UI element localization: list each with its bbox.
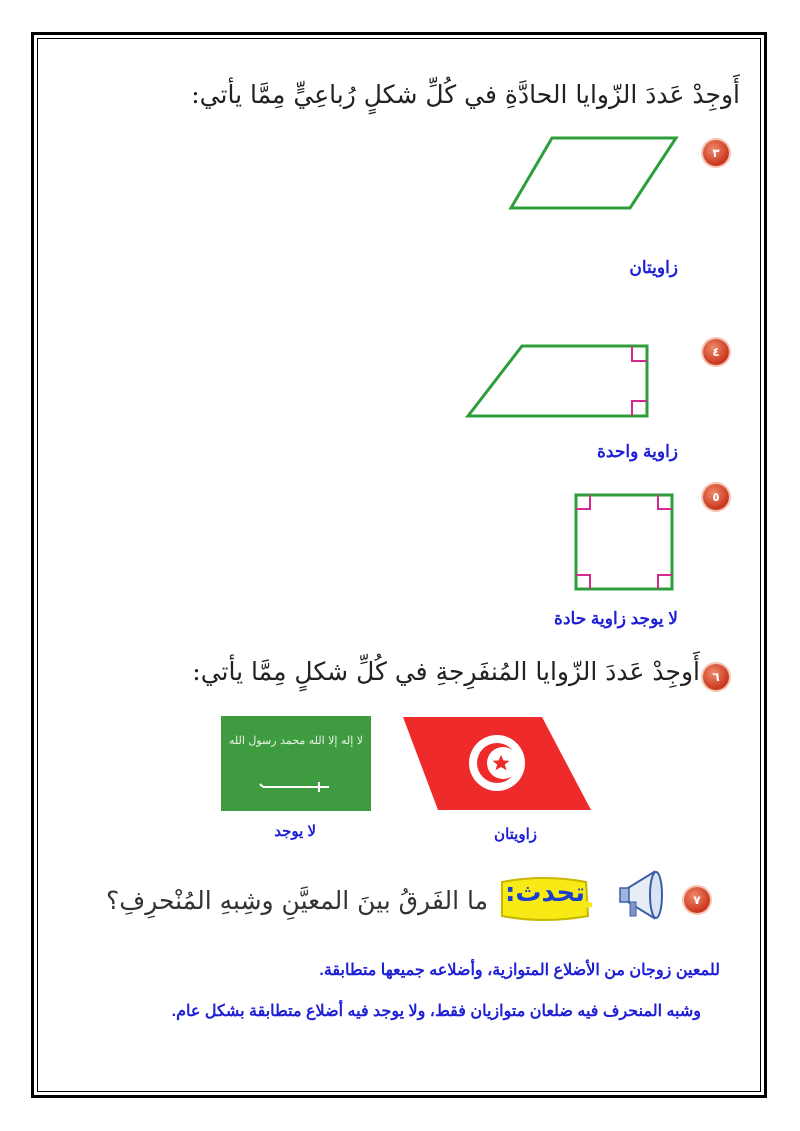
question-number-3: ٣ (703, 140, 729, 166)
answer-7-line-2: وشبه المنحرف فيه ضلعان متوازيان فقط، ولا يوجد فيه أضلاع متطابقة بشكل عام. (171, 1003, 701, 1020)
question-number-5: ٥ (703, 484, 729, 510)
trapezoid-shape (462, 342, 657, 422)
rhombus-shape (505, 133, 685, 215)
question-number-6: ٦ (703, 664, 729, 690)
answer-4: زاوية واحدة (597, 442, 678, 461)
flag-inscription: لا إله إلا الله محمد رسول الله (228, 734, 364, 747)
question-number-4: ٤ (703, 339, 729, 365)
saudi-flag-answer: لا يوجد (274, 823, 316, 840)
answer-7-line-1: للمعين زوجان من الأضلاع المتوازية، وأضلاعه جميعها متطابقة. (319, 962, 720, 979)
answer-3: زاويتان (629, 258, 678, 277)
section2-title: أَوجِدْ عَددَ الزّوايا المُنفَرِجةِ في كُلِّ شكلٍ مِمَّا يأتي: (192, 657, 700, 686)
right-angle-mark (632, 346, 647, 361)
tunisia-flag-answer: زاويتان (494, 826, 537, 843)
right-angle-mark (632, 401, 647, 416)
answer-5: لا يوجد زاوية حادة (554, 609, 678, 628)
section3-question: ما الفَرقُ بينَ المعيَّنِ وشِبهِ المُنْحرِفِ؟ (106, 886, 488, 915)
section1-title: أَوجِدْ عَددَ الزّوايا الحادَّةِ في كُلِّ شكلٍ رُباعِيٍّ مِمَّا يأتي: (191, 80, 740, 109)
sword-icon (259, 780, 339, 794)
square-shape (570, 490, 680, 595)
megaphone-icon (618, 866, 666, 924)
tunisia-flag (400, 714, 595, 814)
speak-label: تحدث: (504, 878, 586, 908)
question-number-7: ٧ (684, 887, 710, 913)
saudi-flag (221, 716, 371, 811)
